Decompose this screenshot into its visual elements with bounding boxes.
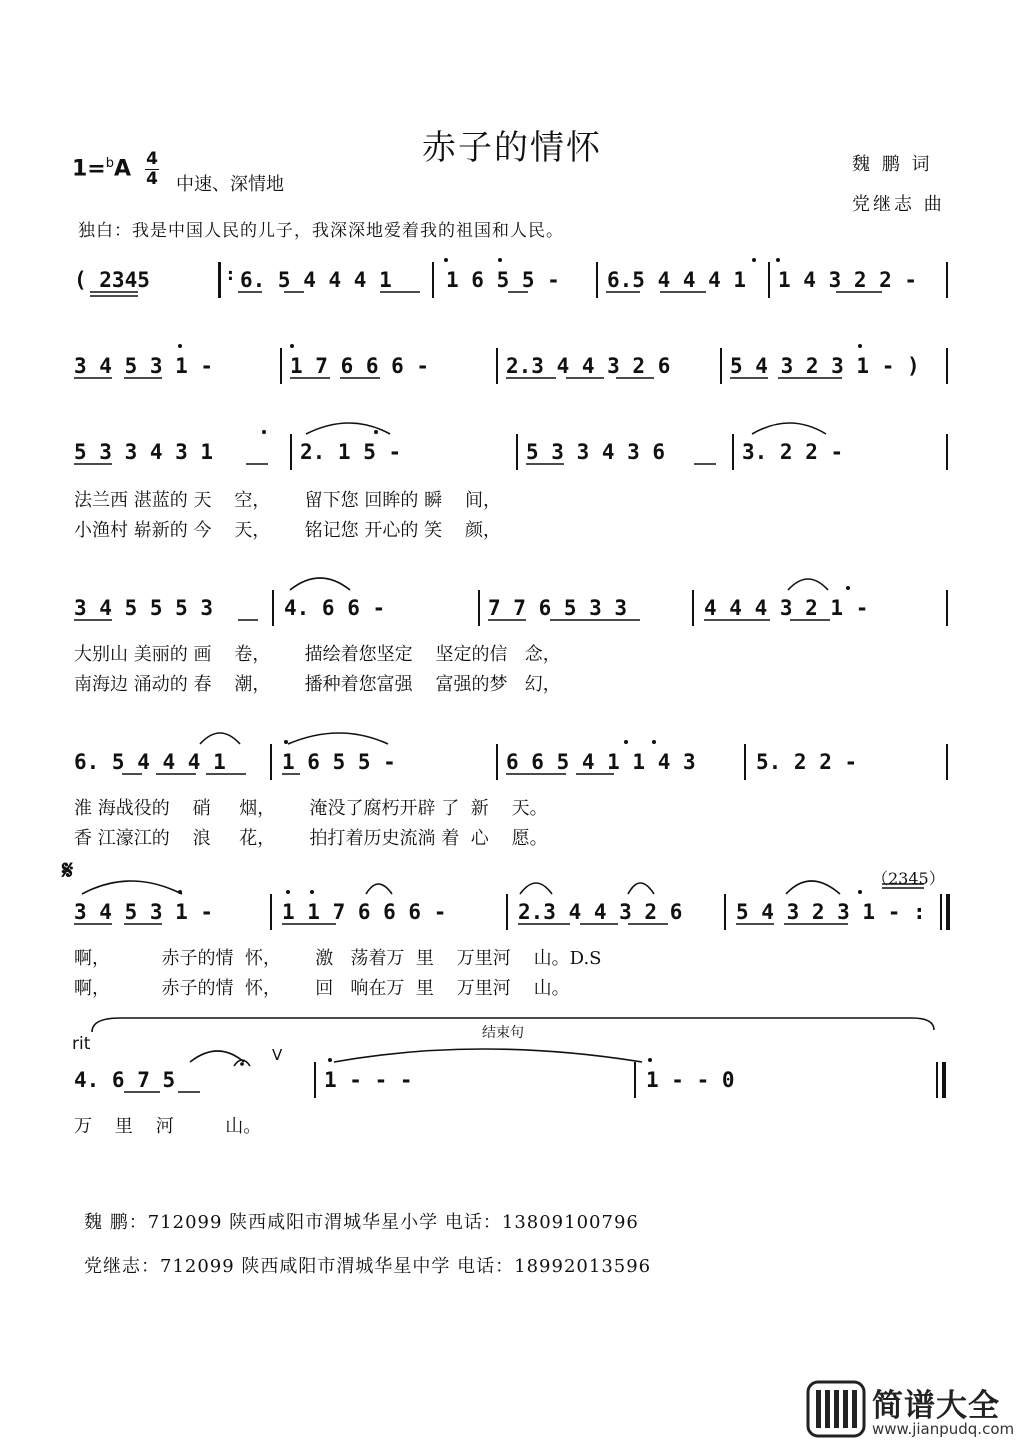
intro-bracket: （2345） (872, 869, 945, 888)
measure: 4. 6 6 - (284, 596, 386, 620)
contact-composer: 党继志：712099 陕西咸阳市渭城华星中学 电话：18992013596 (84, 1256, 652, 1277)
lyric-line-1: 淮 海战役的 硝 烟， 淹没了腐朽开辟 了 新 天。 (74, 798, 548, 819)
measure: 2.3 4 4 3 2 6 (506, 354, 671, 378)
measure: 1 - - - (324, 1068, 413, 1092)
breath-mark: V (272, 1046, 283, 1064)
measure: 5 4 3 2 3 1 - : (736, 900, 926, 924)
measure: 5 3 3 4 3 1 (74, 440, 214, 464)
time-signature: 4 4 (146, 149, 158, 189)
lyric-line-2: 小渔村 崭新的 今 天， 铭记您 开心的 笑 颜， (74, 520, 501, 541)
measure: 1 7 6 6 6 - (290, 354, 430, 378)
measure: 1 1 7 6 6 6 - (282, 900, 447, 924)
lyricist-credit: 魏 鹏 词 (852, 154, 933, 175)
measure-intro: ( 2345 (74, 268, 150, 292)
measure: 4. 6 7 5 (74, 1068, 176, 1092)
lyric-line-2: 香 江濠江的 浪 花， 拍打着历史流淌 着 心 愿。 (74, 828, 548, 849)
contact-lyricist: 魏 鹏：712099 陕西咸阳市渭城华星小学 电话：13809100796 (84, 1212, 639, 1233)
measure: 6. 5 4 4 4 1 (240, 268, 392, 292)
monologue-text: 独白：我是中国人民的儿子，我深深地爱着我的祖国和人民。 (78, 221, 564, 241)
measure: 6 6 5 4 1 1 4 3 (506, 750, 696, 774)
logo-name: 简谱大全 (872, 1388, 1000, 1424)
measure: 3. 2 2 - (742, 440, 844, 464)
measure: 1 6 5 5 - (282, 750, 396, 774)
measure: 5. 2 2 - (756, 750, 858, 774)
logo-url[interactable]: www.jianpudq.com (872, 1420, 1015, 1438)
lyric-line-1: 啊， 赤子的情 怀， 激 荡着万 里 万里河 山。D.S (74, 948, 602, 969)
measure: 2.3 4 4 3 2 6 (518, 900, 683, 924)
measure: 1 4 3 2 2 - (778, 268, 918, 292)
measure: 1 - - 0 (646, 1068, 735, 1092)
measure: 7 7 6 5 3 3 (488, 596, 628, 620)
measure: 2. 1 5 - (300, 440, 402, 464)
measure: 5 4 3 2 3 1 - ) (730, 354, 920, 378)
measure: 5 3 3 4 3 6 (526, 440, 666, 464)
lyric-line-2: 啊， 赤子的情 怀， 回 响在万 里 万里河 山。 (74, 978, 570, 999)
lyric-line-1: 法兰西 湛蓝的 天 空， 留下您 回眸的 瞬 间， (74, 490, 501, 511)
page-title: 赤子的情怀 (422, 128, 602, 168)
site-logo[interactable] (806, 1380, 1016, 1438)
composer-credit: 党继志 曲 (852, 194, 945, 215)
ending-label: 结束句 (482, 1025, 524, 1041)
measure: 3 4 5 3 1 - (74, 354, 214, 378)
measure: 6. 5 4 4 4 1 (74, 750, 226, 774)
lyric-line-1: 万 里 河 山。 (74, 1116, 262, 1137)
measure: 1 6 5 5 - (446, 268, 560, 292)
key-signature: 1=$^b$A (72, 156, 132, 182)
lyric-line-1: 大别山 美丽的 画 卷， 描绘着您坚定 坚定的信 念， (74, 644, 561, 665)
measure: 3 4 5 3 1 - (74, 900, 214, 924)
rit-marking: rit (72, 1034, 91, 1054)
measure: 3 4 5 5 5 3 (74, 596, 214, 620)
repeat-dots: : (225, 264, 236, 285)
lyric-line-2: 南海边 涌动的 春 潮， 播种着您富强 富强的梦 幻， (74, 674, 561, 695)
measure: 6.5 4 4 4 1 (607, 268, 747, 292)
measure: 4 4 4 3 2 1 - (704, 596, 869, 620)
piano-keys-icon (806, 1380, 866, 1438)
tempo-marking: 中速、深情地 (176, 174, 284, 195)
segno-sign: 𝄋 (62, 856, 74, 886)
